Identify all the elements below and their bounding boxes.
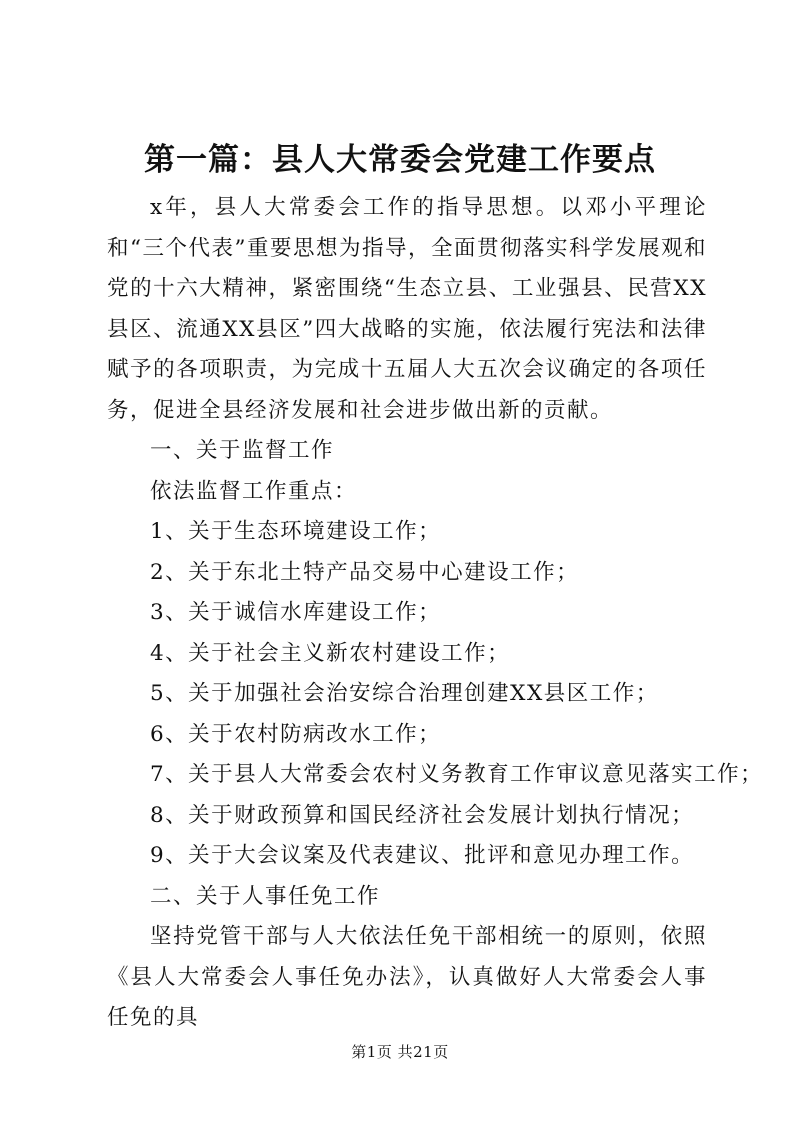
section-intro-supervision: 依法监督工作重点： <box>150 478 358 504</box>
intro-paragraph: x年，县人大常委会工作的指导思想。以邓小平理论和“三个代表”重要思想为指导，全面贯彻落实科学发展观和党的十六大精神，紧密围绕“生态立县、工业强县、民营XX县区、流通XX县区”四大战略的实施，依法履行宪法和法律赋予的各项职责，为完成十五届人大五次会议确定的各项任务，促进全县经济发展和社会进步做出新的贡献。 <box>107 195 707 423</box>
list-item: 4、关于社会主义新农村建设工作； <box>150 640 511 666</box>
list-item: 6、关于农村防病改水工作； <box>150 721 442 747</box>
personnel-paragraph: 坚持党管干部与人大依法任免干部相统一的原则，依照《县人大常委会人事任免办法》，认真做好人大常委会人事任免的具 <box>107 924 707 1030</box>
page-footer: 第1页 共21页 <box>351 1043 449 1061</box>
document-title: 第一篇：县人大常委会党建工作要点 <box>144 142 656 178</box>
list-item: 1、关于生态环境建设工作； <box>150 519 442 544</box>
list-item: 3、关于诚信水库建设工作； <box>150 600 442 625</box>
list-item: 2、关于东北土特产品交易中心建设工作； <box>150 559 580 585</box>
document-body <box>107 188 764 1039</box>
section-heading-supervision: 一、关于监督工作 <box>150 438 335 463</box>
list-item: 8、关于财政预算和国民经济社会发展计划执行情况； <box>150 802 695 828</box>
list-item: 5、关于加强社会治安综合治理创建XX县区工作； <box>150 681 659 706</box>
section-heading-personnel: 二、关于人事任免工作 <box>150 883 381 909</box>
list-item: 9、关于大会议案及代表建议、批评和意见办理工作。 <box>150 843 695 868</box>
list-item: 7、关于县人大常委会农村义务教育工作审议意见落实工作； <box>150 762 764 787</box>
